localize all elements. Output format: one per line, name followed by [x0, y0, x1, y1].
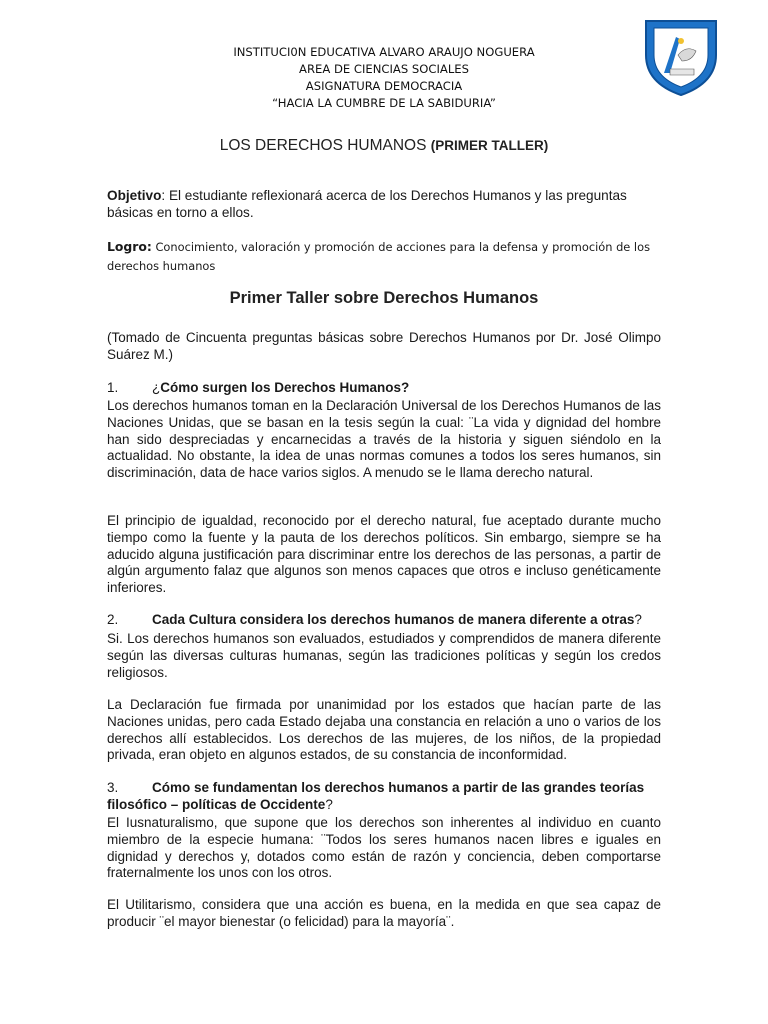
question-number: 1. [107, 380, 119, 395]
question-1-open-mark: ¿ [152, 380, 161, 395]
question-2-close-mark: ? [634, 612, 642, 627]
header-line-area: AREA DE CIENCIAS SOCIALES [299, 62, 469, 76]
question-number: 3. [107, 780, 119, 795]
question-number: 2. [107, 612, 119, 627]
question-1-paragraph-2: El principio de igualdad, reconocido por el derecho natural, fue aceptado durante mucho tiempo como la fuente y la pauta de los derechos políticos. Sin embargo, siempre se ha aducido alguna justificación para discriminar entre los derechos de las personas, a partir de algún argumento falaz que algunos son menos capaces que otros e incluso genéticamente inferiores. [107, 513, 661, 596]
header-line-institution: INSTITUCI0N EDUCATIVA ALVARO ARAUJO NOGUERA [233, 45, 535, 59]
question-1-paragraph-1: Los derechos humanos toman en la Declaración Universal de los Derechos Humanos de las Naciones Unidas, que se basan en la tesis según la cual: ¨La vida y dignidad del hombre han sido despreciadas y encarnecidas a través de la historia y siguen siéndolo en la actualidad. No obstante, la idea de unas normas comunes a todos los seres humanos, sin discriminación, data de hace varios siglos. A menudo se le llama derecho natural. [107, 398, 661, 481]
document-title [107, 137, 661, 155]
question-1-title: Cómo surgen los Derechos Humanos? [160, 380, 410, 395]
header-line-motto: “HACIA LA CUMBRE DE LA SABIDURIA” [272, 96, 496, 110]
question-2-paragraph-2: La Declaración fue firmada por unanimidad por los estados que hacían parte de las Naciones unidas, pero cada Estado dejaba una constancia en relación a uno o varios de los derechos allí establecidos. Los derechos de las mujeres, de los niños, de la propiedad privada, eran objeto en algunos estados, de su constancia de inconformidad. [107, 697, 661, 763]
objective-paragraph [107, 188, 661, 221]
question-3-title: Cómo se fundamentan los derechos humanos a partir de las grandes teorías filosófico – políticas de Occidente [107, 780, 645, 812]
achievement-label: Logro: [107, 239, 152, 254]
objective-label: Objetivo [107, 188, 162, 203]
achievement-text: Conocimiento, valoración y promoción de acciones para la defensa y promoción de los derechos humanos [107, 240, 651, 273]
question-3-heading [107, 779, 661, 813]
title-main: LOS DERECHOS HUMANOS [219, 137, 427, 154]
section-title: Primer Taller sobre Derechos Humanos [229, 289, 539, 307]
question-2-paragraph-1: Si. Los derechos humanos son evaluados, estudiados y comprendidos de manera diferente según las diversas culturas humanas, según las tradiciones políticas y según los credos religiosos. [107, 631, 661, 680]
question-2-title: Cada Cultura considera los derechos humanos de manera diferente a otras [152, 612, 635, 627]
question-1-heading [107, 379, 661, 396]
question-3-close-mark: ? [325, 797, 333, 812]
question-3-paragraph-1: El Iusnaturalismo, que supone que los derechos son inherentes al individuo en cuanto miembro de la especie humana: ¨Todos los seres humanos nacen libres e iguales en dignidad y derechos y, dotados como están de razón y conciencia, deben comportarse fraternalmente los unos con los otros. [107, 815, 661, 881]
question-2-heading [107, 611, 661, 628]
title-sub: (PRIMER TALLER) [430, 138, 549, 153]
institution-header [107, 44, 661, 112]
achievement-paragraph [107, 237, 661, 276]
objective-text: : El estudiante reflexionará acerca de los Derechos Humanos y las preguntas básicas en torno a ellos. [107, 188, 627, 220]
source-citation: (Tomado de Cincuenta preguntas básicas sobre Derechos Humanos por Dr. José Olimpo Suárez M.) [107, 330, 661, 362]
school-crest-icon [640, 15, 722, 99]
header-line-subject: ASIGNATURA DEMOCRACIA [305, 79, 463, 93]
question-3-paragraph-2: El Utilitarismo, considera que una acción es buena, en la medida en que sea capaz de producir ¨el mayor bienestar (o felicidad) para la mayoría¨. [107, 897, 661, 929]
